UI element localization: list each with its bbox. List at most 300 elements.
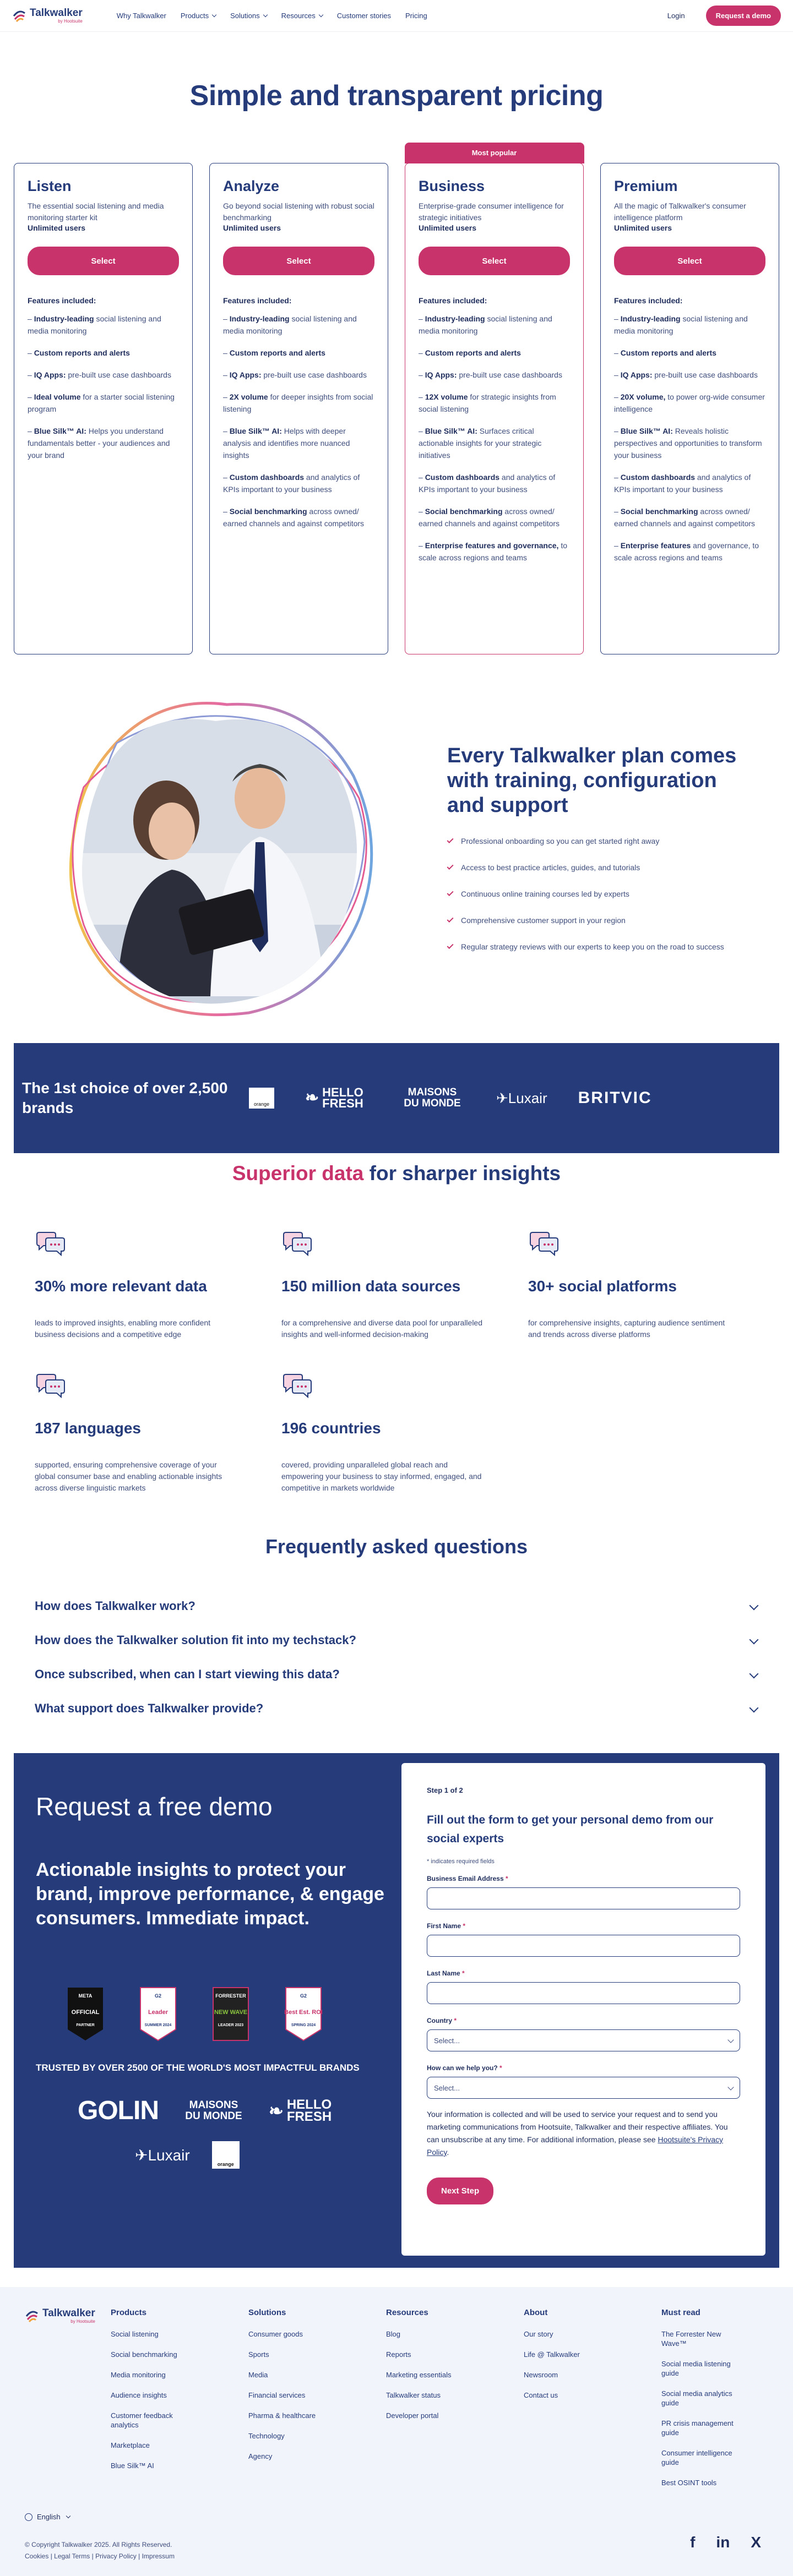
faq-section [0, 1535, 793, 1726]
support-item [447, 837, 756, 845]
footer-link[interactable]: Reports [386, 2350, 411, 2359]
legal-link[interactable]: Cookies [25, 2552, 49, 2560]
luxair-logo: ✈Luxair [496, 1089, 547, 1106]
facebook-icon[interactable]: f [690, 2534, 696, 2551]
chevron-down-icon [319, 13, 323, 17]
footer-link[interactable]: Marketplace [111, 2441, 150, 2449]
brand-bar [14, 1043, 779, 1153]
faq-question: Once subscribed, when can I start viewing this data? [35, 1667, 340, 1681]
checkmark-icon [447, 915, 453, 922]
footer-link[interactable]: Consumer goods [248, 2330, 303, 2338]
feature-text: social listening and media monitoring [223, 314, 357, 335]
feature-item: – Social benchmarking across owned/ earned channels and against competitors [614, 507, 756, 528]
plan-name: Analyze [223, 178, 280, 194]
feature-text: Helps with deeper analysis and identifies more nuanced insights [223, 427, 350, 460]
footer-link[interactable]: Social listening [111, 2330, 159, 2338]
help-select-value: Select... [434, 2083, 460, 2092]
badge-mid-text: Best Est. ROI [284, 2009, 323, 2016]
feature-item: – Custom dashboards and analytics of KPIs important to your business [223, 473, 360, 494]
features-title: Features included: [28, 296, 96, 305]
globe-icon [25, 2513, 32, 2521]
feature-item: – 12X volume for strategic insights from social listening [419, 392, 556, 413]
last-name-field[interactable] [427, 1982, 740, 2004]
select-plan-button[interactable]: Select [28, 247, 179, 275]
talkwalker-logo-icon [25, 2309, 39, 2323]
plan-name: Business [419, 178, 485, 194]
feature-item: – Industry-leading social listening and media monitoring [223, 314, 357, 335]
plan-card-analyze [209, 163, 388, 654]
feature-highlight: Social benchmarking [229, 507, 307, 516]
footer-column-resources [386, 2308, 524, 2498]
support-title: Every Talkwalker plan comes with training, configuration and support [447, 744, 737, 817]
chevron-down-icon [727, 2084, 734, 2090]
support-item [447, 863, 756, 872]
footer-column-title: About [524, 2308, 548, 2317]
footer-link[interactable]: Social benchmarking [111, 2350, 177, 2359]
request-demo-button[interactable]: Request a demo [706, 6, 781, 26]
stat-title: 30+ social platforms [528, 1278, 677, 1295]
support-item-text: Professional onboarding so you can get started right away [461, 836, 660, 845]
faq-question: How does the Talkwalker solution fit into my techstack? [35, 1633, 356, 1647]
faq-item[interactable] [35, 1691, 757, 1726]
feature-text: pre-built use case dashboards [457, 370, 562, 379]
features-title: Features included: [223, 296, 292, 305]
feature-list [223, 313, 374, 530]
feature-text: pre-built use case dashboards [652, 370, 758, 379]
badge-mid-text: NEW WAVE [214, 2009, 248, 2016]
linkedin-icon[interactable]: in [716, 2534, 730, 2551]
nav-link-label: Pricing [405, 12, 427, 20]
nav-link-label: Why Talkwalker [116, 12, 166, 20]
first-name-label: First Name * [427, 1922, 466, 1930]
footer-column-products [111, 2308, 248, 2498]
footer-link[interactable]: The Forrester New Wave™ [661, 2330, 721, 2348]
footer-link[interactable]: Developer portal [386, 2411, 439, 2420]
country-label: Country * [427, 2017, 457, 2024]
badge-mid-text: Leader [148, 2009, 169, 2016]
stat-card [528, 1231, 775, 1340]
badge-mid-text: OFFICIAL [71, 2009, 100, 2016]
superior-title [0, 1162, 793, 1185]
country-select[interactable] [427, 2029, 740, 2051]
badge-top-text: G2 [154, 1993, 162, 1999]
feature-text: Reveals holistic perspectives and opportunities to transform your business [614, 427, 762, 460]
stat-card [281, 1231, 528, 1340]
language-label: English [37, 2513, 61, 2521]
legal-link[interactable]: Legal Terms [54, 2552, 90, 2560]
feature-item: – IQ Apps: pre-built use case dashboards [614, 370, 758, 379]
superior-data-section [0, 1162, 793, 1494]
help-label: How can we help you? * [427, 2064, 502, 2072]
badge-shape [211, 1985, 251, 2043]
feature-item: – Custom dashboards and analytics of KPIs important to your business [419, 473, 556, 494]
luxair-logo-text: Luxair [508, 1089, 547, 1106]
feature-text: for a starter social listening program [28, 392, 175, 413]
footer-column-title: Must read [661, 2308, 700, 2317]
feature-text: across owned/ earned channels and against competitors [614, 507, 756, 528]
footer-link[interactable]: Blog [386, 2330, 401, 2338]
feature-highlight: Industry-leading [425, 314, 485, 323]
feature-highlight: 20X volume, [620, 392, 666, 401]
orange-logo: orange [212, 2141, 240, 2169]
chat-bubbles-icon [35, 1373, 67, 1399]
feature-list [419, 313, 570, 564]
nav-link-resources[interactable] [281, 12, 323, 20]
footer-link[interactable]: Our story [524, 2330, 553, 2338]
plan-name: Listen [28, 178, 72, 194]
support-item-text: Comprehensive customer support in your region [461, 915, 626, 925]
privacy-policy-link[interactable]: Hootsuite's Privacy Policy [427, 2135, 724, 2157]
plan-users: Unlimited users [28, 223, 86, 232]
last-name-label-text: Last Name [427, 1969, 460, 1977]
brand-bar-title: The 1st choice of over 2,500 brands [22, 1079, 228, 1116]
faq-title: Frequently asked questions [265, 1535, 528, 1558]
footer-link[interactable]: Financial services [248, 2391, 306, 2399]
feature-item: – Custom reports and alerts [419, 348, 521, 357]
chevron-down-icon [749, 1601, 759, 1610]
feature-highlight: Custom reports and alerts [620, 348, 716, 357]
footer-link[interactable]: Pharma & healthcare [248, 2411, 316, 2420]
feature-item: – 2X volume for deeper insights from social listening [223, 392, 373, 413]
plan-description: All the magic of Talkwalker's consumer intelligence platform [614, 201, 746, 222]
page-title: Simple and transparent pricing [189, 80, 604, 112]
chevron-down-icon [727, 2037, 734, 2043]
copyright-text: © Copyright Talkwalker 2025. All Rights Reserved. [25, 2541, 172, 2548]
badge-top-text: G2 [300, 1993, 307, 1999]
feature-item: – Industry-leading social listening and media monitoring [419, 314, 552, 335]
award-badge [138, 1985, 178, 2043]
feature-highlight: Blue Silk™ AI: [620, 427, 673, 435]
stat-text: for comprehensive insights, capturing audience sentiment and trends across diverse platforms [528, 1318, 725, 1339]
feature-highlight: Enterprise features [620, 541, 691, 550]
britvic-logo: BRITVIC [578, 1089, 652, 1107]
demo-title: Request a free demo [36, 1792, 273, 1821]
feature-text: pre-built use case dashboards [66, 370, 171, 379]
feature-item: – IQ Apps: pre-built use case dashboards [419, 370, 562, 379]
feature-highlight: Custom reports and alerts [34, 348, 130, 357]
stat-text: supported, ensuring comprehensive coverage of your global consumer base and enabling actionable insights across diverse linguistic markets [35, 1460, 222, 1492]
orange-logo: orange [249, 1088, 274, 1109]
chat-bubbles-icon [281, 1373, 313, 1399]
x-icon[interactable]: X [751, 2534, 761, 2551]
chat-bubbles-icon [35, 1231, 67, 1257]
stat-text: leads to improved insights, enabling more confident business decisions and a competitive edge [35, 1318, 211, 1339]
chevron-down-icon [749, 1703, 759, 1712]
feature-highlight: 12X volume [425, 392, 468, 401]
badge-bot-text: LEADER 2023 [218, 2023, 244, 2027]
plan-card-premium [600, 163, 779, 654]
footer-link[interactable]: Consumer intelligence guide [661, 2449, 732, 2466]
first-name-field[interactable] [427, 1935, 740, 1957]
next-step-button[interactable]: Next Step [427, 2177, 493, 2204]
nav-link-solutions[interactable] [230, 12, 267, 20]
nav-link-label: Solutions [230, 12, 260, 20]
support-item-text: Regular strategy reviews with our experts to keep you on the road to success [461, 942, 724, 951]
plan-users: Unlimited users [614, 223, 672, 232]
legal-link[interactable]: Privacy Policy [95, 2552, 137, 2560]
faq-question: What support does Talkwalker provide? [35, 1701, 264, 1715]
feature-highlight: IQ Apps: [620, 370, 653, 379]
help-select[interactable] [427, 2077, 740, 2099]
photo-illustration [51, 688, 376, 1024]
country-select-value: Select... [434, 2036, 460, 2045]
select-plan-button[interactable]: Select [419, 247, 570, 275]
maisons-logo: MAISONS DU MONDE [185, 2099, 242, 2122]
last-name-label: Last Name * [427, 1969, 465, 1977]
footer-link[interactable]: Media [248, 2371, 268, 2379]
top-nav [0, 0, 793, 32]
chat-bubbles-icon [281, 1231, 313, 1257]
stat-card [35, 1373, 281, 1494]
feature-highlight: Social benchmarking [620, 507, 698, 516]
feature-highlight: Industry-leading [620, 314, 681, 323]
brand-name: Talkwalker [30, 7, 83, 19]
feature-highlight: Enterprise features and governance, [425, 541, 559, 550]
required-note: * indicates required fields [427, 1858, 495, 1865]
feature-text: Helps you understand fundamentals better - your audiences and your brand [28, 427, 170, 460]
checkmark-icon [447, 889, 453, 896]
badge-shape [138, 1985, 178, 2043]
feature-text: for deeper insights from social listening [223, 392, 373, 413]
badge-top-text: META [78, 1993, 93, 1999]
features-title: Features included: [614, 296, 683, 305]
footer-link[interactable]: Blue Silk™ AI [111, 2462, 154, 2470]
stat-title: 30% more relevant data [35, 1278, 207, 1295]
feature-item: – Blue Silk™ AI: Helps you understand fundamentals better - your audiences and your brand [28, 427, 170, 460]
chevron-down-icon [212, 13, 216, 17]
feature-item: – IQ Apps: pre-built use case dashboards [223, 370, 367, 379]
feature-text: and governance, to scale across regions and teams [614, 541, 759, 562]
footer-brand-sub: by Hootsuite [70, 2319, 95, 2324]
copyright-block [25, 2539, 175, 2562]
footer-column-title: Resources [386, 2308, 428, 2317]
checkmark-icon [447, 836, 453, 843]
faq-question: How does Talkwalker work? [35, 1599, 195, 1613]
country-label-text: Country [427, 2017, 452, 2024]
luxair-logo: ✈Luxair [135, 2146, 190, 2164]
feature-text: across owned/ earned channels and against competitors [223, 507, 365, 528]
feature-highlight: Ideal volume [34, 392, 81, 401]
footer-link[interactable]: Best OSINT tools [661, 2479, 717, 2487]
feature-highlight: Custom dashboards [620, 473, 696, 482]
nav-link-products[interactable] [181, 12, 216, 20]
privacy-note-text: Your information is collected and will be used to service your request and to send you marketing communications from Hootsuite, Talkwalker and their respective affiliates. You can unsubscribe at any time. For additional information, please see [427, 2110, 728, 2144]
feature-item: – IQ Apps: pre-built use case dashboards [28, 370, 171, 379]
feature-item: – Enterprise features and governance, to scale across regions and teams [614, 541, 759, 562]
plan-description: The essential social listening and media monitoring starter kit [28, 201, 164, 222]
feature-highlight: IQ Apps: [34, 370, 66, 379]
nav-link-why-talkwalker[interactable] [117, 12, 166, 20]
privacy-note: Your information is collected and will be used to service your request and to send you marketing communications from Hootsuite, Talkwalker and their respective affiliates. You can unsubscribe at any time. For additional information, please see Hootsuite's Privacy Policy. [427, 2110, 728, 2157]
footer-link[interactable]: Contact us [524, 2391, 558, 2399]
chevron-down-icon [749, 1635, 759, 1644]
stat-title: 196 countries [281, 1420, 381, 1437]
nav-link-customer-stories[interactable] [337, 12, 391, 20]
feature-item: – 20X volume, to power org-wide consumer intelligence [614, 392, 765, 413]
feature-text: and analytics of KPIs important to your business [419, 473, 556, 494]
select-plan-button[interactable]: Select [614, 247, 765, 275]
feature-list [28, 313, 179, 461]
footer-link[interactable]: Talkwalker status [386, 2391, 441, 2399]
support-section [0, 685, 793, 1027]
feature-text: for strategic insights from social listening [419, 392, 556, 413]
feature-highlight: Custom dashboards [425, 473, 500, 482]
badge-bot-text: PARTNER [76, 2023, 95, 2027]
team-photo [51, 688, 376, 1024]
feature-item: – Social benchmarking across owned/ earned channels and against competitors [419, 507, 560, 528]
stat-card [281, 1373, 528, 1494]
first-name-label-text: First Name [427, 1922, 461, 1930]
support-item [447, 942, 756, 951]
footer-column-title: Products [111, 2308, 147, 2317]
plan-card-business [405, 149, 584, 654]
nav-link-label: Resources [281, 12, 316, 20]
feature-highlight: Custom reports and alerts [425, 348, 521, 357]
footer [0, 2287, 793, 2576]
checkmark-icon [447, 863, 453, 869]
plan-users: Unlimited users [223, 223, 281, 232]
nav-link-label: Customer stories [336, 12, 392, 20]
stat-title: 187 languages [35, 1420, 141, 1437]
feature-item: – Industry-leading social listening and media monitoring [28, 314, 161, 335]
chevron-down-icon [66, 2514, 70, 2518]
feature-item: – Custom reports and alerts [223, 348, 325, 357]
legal-links: Cookies | Legal Terms | Privacy Policy | Impressum [25, 2552, 175, 2560]
hellofresh-logo: ❧ HELLO FRESH [305, 1087, 368, 1109]
pricing-plans [14, 149, 779, 654]
feature-item: – Blue Silk™ AI: Surfaces critical actionable insights for your strategic initiatives [419, 427, 542, 460]
badge-shape [284, 1985, 323, 2043]
chat-bubbles-icon [528, 1231, 560, 1257]
form-step: Step 1 of 2 [427, 1786, 463, 1794]
feature-highlight: Blue Silk™ AI: [229, 427, 282, 435]
feature-highlight: Industry-leading [34, 314, 94, 323]
stat-card [35, 1231, 281, 1340]
popular-badge: Most popular [405, 143, 584, 163]
footer-link[interactable]: Social media analytics guide [661, 2389, 732, 2407]
feature-highlight: Custom dashboards [229, 473, 305, 482]
footer-link[interactable]: Agency [248, 2452, 273, 2460]
footer-link[interactable]: Marketing essentials [386, 2371, 452, 2379]
stat-text: for a comprehensive and diverse data pool for unparalleled insights and well-informed decision-making [281, 1318, 483, 1339]
hellofresh-logo: ❧ HELLO FRESH [269, 2099, 343, 2123]
luxair-logo-text: Luxair [148, 2146, 190, 2164]
plan-card-listen [14, 163, 193, 654]
email-field[interactable] [427, 1887, 740, 1909]
badge-bot-text: SUMMER 2024 [144, 2023, 172, 2027]
stat-title: 150 million data sources [281, 1278, 461, 1295]
award-badge [284, 1985, 323, 2043]
demo-subtitle: Actionable insights to protect your brand, improve performance, & engage consumers. Immediate impact. [36, 1859, 384, 1929]
feature-text: social listening and media monitoring [28, 314, 161, 335]
feature-highlight: Social benchmarking [425, 507, 503, 516]
footer-link[interactable]: Sports [248, 2350, 269, 2359]
footer-link[interactable]: Media monitoring [111, 2371, 166, 2379]
email-label: Business Email Address * [427, 1875, 508, 1882]
feature-item: – Custom reports and alerts [614, 348, 716, 357]
feature-highlight: IQ Apps: [425, 370, 457, 379]
feature-highlight: 2X volume [229, 392, 268, 401]
plan-name: Premium [614, 178, 678, 194]
talkwalker-logo-icon [12, 9, 26, 23]
plan-users: Unlimited users [419, 223, 477, 232]
feature-item: – Enterprise features and governance, to scale across regions and teams [419, 541, 568, 562]
demo-form [401, 1763, 765, 2256]
feature-text: and analytics of KPIs important to your business [223, 473, 360, 494]
demo-section [14, 1753, 779, 2268]
footer-link[interactable]: PR crisis management guide [661, 2419, 734, 2437]
footer-link[interactable]: Social media listening guide [661, 2360, 731, 2377]
feature-text: social listening and media monitoring [419, 314, 552, 335]
footer-link[interactable]: Audience insights [111, 2391, 167, 2399]
badge-shape [66, 1985, 105, 2043]
nav-link-pricing[interactable] [405, 12, 427, 20]
hellofresh-logo-text: HELLO FRESH [322, 1085, 363, 1110]
help-label-text: How can we help you? [427, 2064, 498, 2072]
badge-top-text: FORRESTER [215, 1993, 246, 1999]
feature-highlight: Blue Silk™ AI: [425, 427, 477, 435]
legal-link[interactable]: Impressum [142, 2552, 175, 2560]
language-selector[interactable] [25, 2513, 70, 2521]
faq-item[interactable] [35, 1589, 757, 1623]
footer-link[interactable]: Newsroom [524, 2371, 558, 2379]
feature-item: – Industry-leading social listening and media monitoring [614, 314, 748, 335]
feature-text: pre-built use case dashboards [261, 370, 367, 379]
checkmark-icon [447, 942, 453, 948]
feature-list [614, 313, 765, 564]
footer-link[interactable]: Life @ Talkwalker [524, 2350, 580, 2359]
brand-sub: by Hootsuite [58, 19, 83, 24]
footer-brand-name: Talkwalker [42, 2307, 95, 2319]
footer-column-title: Solutions [248, 2308, 286, 2317]
superior-title-accent: Superior data [232, 1162, 364, 1185]
feature-item: – Custom reports and alerts [28, 348, 130, 357]
chevron-down-icon [749, 1669, 759, 1678]
feature-item: – Blue Silk™ AI: Helps with deeper analysis and identifies more nuanced insights [223, 427, 350, 460]
feature-text: social listening and media monitoring [614, 314, 748, 335]
stat-text: covered, providing unparalleled global reach and empowering your business to stay informed, engaged, and competitive in markets worldwide [281, 1460, 482, 1492]
support-item [447, 889, 756, 898]
faq-item[interactable] [35, 1657, 757, 1691]
maisons-logo: MAISONS DU MONDE [404, 1087, 461, 1109]
feature-text: Surfaces critical actionable insights for your strategic initiatives [419, 427, 542, 460]
support-item-text: Access to best practice articles, guides, and tutorials [461, 863, 640, 872]
email-label-text: Business Email Address [427, 1875, 504, 1882]
feature-highlight: IQ Apps: [229, 370, 262, 379]
select-plan-button[interactable]: Select [223, 247, 374, 275]
chevron-down-icon [263, 13, 267, 17]
feature-text: and analytics of KPIs important to your business [614, 473, 751, 494]
plan-description: Go beyond social listening with robust social benchmarking [223, 201, 374, 222]
footer-column-must-read [661, 2308, 793, 2498]
feature-text: to scale across regions and teams [419, 541, 568, 562]
faq-item[interactable] [35, 1623, 757, 1657]
feature-highlight: Custom reports and alerts [229, 348, 325, 357]
feature-text: to power org-wide consumer intelligence [614, 392, 765, 413]
support-item [447, 916, 756, 925]
login-link[interactable]: Login [667, 12, 685, 20]
support-item-text: Continuous online training courses led by experts [461, 889, 629, 898]
feature-item: – Custom dashboards and analytics of KPIs important to your business [614, 473, 751, 494]
footer-link[interactable]: Customer feedback analytics [111, 2411, 173, 2429]
talkwalker-logo[interactable] [12, 8, 83, 24]
social-links [690, 2534, 761, 2551]
form-title: Fill out the form to get your personal demo from our social experts [427, 1814, 714, 1845]
golin-logo: GOLIN [78, 2096, 159, 2125]
award-badge [66, 1985, 105, 2043]
footer-link[interactable]: Technology [248, 2432, 285, 2440]
feature-item: – Blue Silk™ AI: Reveals holistic perspectives and opportunities to transform your business [614, 427, 762, 460]
